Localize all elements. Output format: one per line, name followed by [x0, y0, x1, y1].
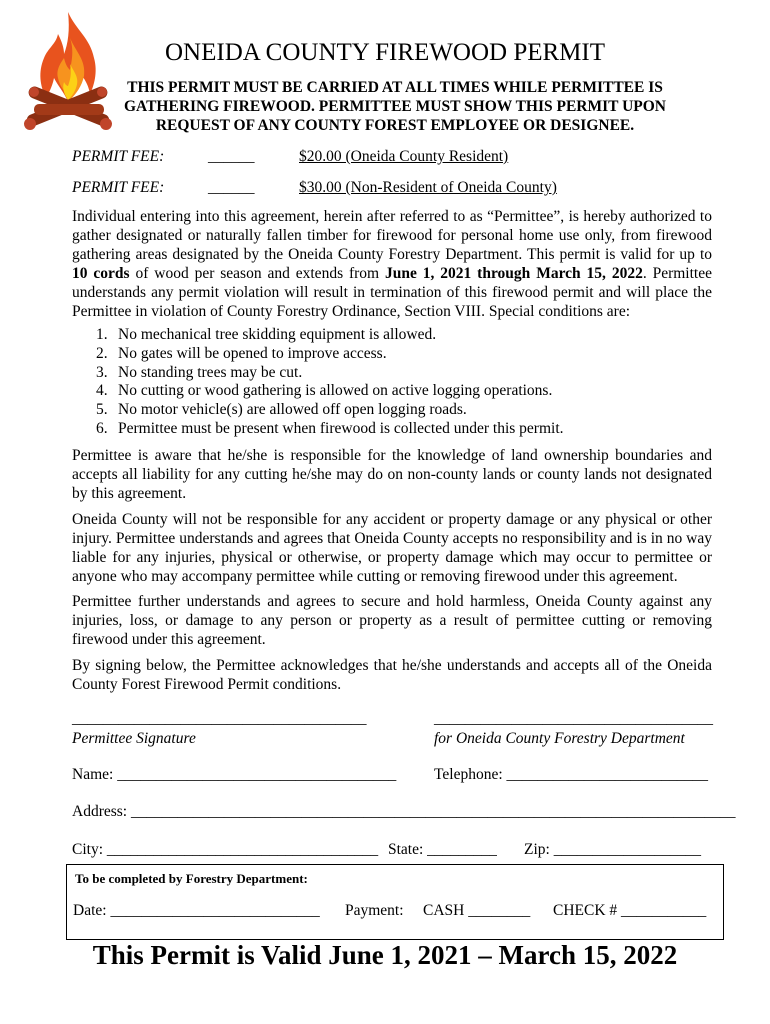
check-field[interactable]: CHECK # ___________ — [553, 902, 707, 919]
hold-harmless-paragraph: Permittee further understands and agrees to secure and hold harmless, Oneida County against any injuries, loss, or damage to any person or property as a result of permittee cutting or removing firewood under this agreement. — [72, 593, 712, 648]
condition-text: No cutting or wood gathering is allowed on active logging operations. — [118, 382, 553, 400]
intro-paragraph — [72, 207, 712, 321]
name-field[interactable]: Name: ____________________________________ — [72, 766, 397, 783]
warning-line-2: GATHERING FIREWOOD. PERMITTEE MUST SHOW THIS PERMIT UPON — [123, 98, 666, 115]
condition-item — [72, 364, 564, 383]
forestry-signature-line[interactable]: ____________________________________ — [434, 710, 713, 727]
condition-item — [72, 326, 564, 345]
condition-item — [72, 401, 564, 420]
cash-field[interactable]: CASH ________ — [423, 902, 531, 919]
telephone-field[interactable]: Telephone: __________________________ — [434, 766, 709, 783]
validity-statement: This Permit is Valid June 1, 2021 – March 15, 2022 — [92, 940, 678, 970]
special-conditions-list — [72, 326, 564, 439]
condition-text: No gates will be opened to improve access. — [118, 344, 387, 362]
condition-number: 6. — [96, 419, 108, 437]
condition-number: 5. — [96, 401, 108, 419]
condition-text: No standing trees may be cut. — [118, 363, 303, 381]
intro-text: Individual entering into this agreement, herein after referred to as “Permittee”, is hereby authorized to gather designated or naturally fallen timber for firewood for personal home use only, from firewood gathering areas designated by the Oneida County Forestry Department. This permit is valid for up to — [72, 208, 712, 263]
condition-number: 4. — [96, 382, 108, 400]
intro-text: of wood per season and extends from — [129, 265, 386, 282]
condition-text: No mechanical tree skidding equipment is allowed. — [118, 326, 437, 343]
permit-title: ONEIDA COUNTY FIREWOOD PERMIT — [164, 39, 606, 66]
condition-number: 1. — [96, 326, 108, 343]
date-field[interactable]: Date: ___________________________ — [73, 902, 320, 919]
responsibility-paragraph: Oneida County will not be responsible for any accident or property damage or any physical or other injury. Permittee understands and agrees that Oneida County accepts no responsibility and is in no way liable for any injuries, physical or otherwise, or property damage which may occur to permittee or anyone who may accompany permittee while cutting or removing firewood under this agreement. — [72, 511, 712, 585]
intro-text: . Permittee understands any permit violation will result in termination of this firewood permit and will place the Permittee in violation of County Forestry Ordinance, Section VIII. Special conditions are: — [72, 265, 712, 320]
condition-text: No motor vehicle(s) are allowed off open logging roads. — [118, 401, 467, 419]
address-field[interactable]: Address: ______________________________________________________________________________ — [72, 803, 736, 820]
warning-line-3: REQUEST OF ANY COUNTY FOREST EMPLOYEE OR DESIGNEE. — [155, 117, 635, 134]
liability-paragraph: Permittee is aware that he/she is responsible for the knowledge of land ownership boundaries and accepts all liability for any cutting he/she may do on non-county lands or county lands not designated by this agreement. — [72, 447, 712, 502]
condition-text: Permittee must be present when firewood is collected under this permit. — [118, 419, 564, 437]
state-field[interactable]: State: _________ — [388, 841, 497, 858]
city-field[interactable]: City: ___________________________________ — [72, 841, 379, 858]
fee-label: PERMIT FEE: — [72, 148, 165, 165]
cords-limit: 10 cords — [72, 265, 130, 282]
condition-item — [72, 345, 564, 364]
acknowledgement-paragraph: By signing below, the Permittee acknowledges that he/she understands and accepts all of the Oneida County Forest Firewood Permit conditions. — [72, 657, 712, 693]
payment-label: Payment: — [345, 902, 404, 919]
permittee-signature-caption: Permittee Signature — [72, 730, 196, 747]
fee-amount-resident: $20.00 (Oneida County Resident) — [299, 148, 509, 165]
fee-blank[interactable]: ______ — [208, 179, 255, 196]
condition-item — [72, 420, 564, 439]
permit-warning — [100, 78, 690, 135]
fee-amount-nonresident: $30.00 (Non-Resident of Oneida County) — [299, 179, 557, 196]
forestry-signature-caption: for Oneida County Forestry Department — [434, 730, 685, 747]
fee-blank[interactable]: ______ — [208, 148, 255, 165]
condition-number: 3. — [96, 363, 108, 381]
permittee-signature-line[interactable]: ______________________________________ — [72, 710, 367, 727]
condition-item — [72, 382, 564, 401]
zip-field[interactable]: Zip: ___________________ — [524, 841, 701, 858]
season-dates: June 1, 2021 through March 15, 2022 — [385, 265, 643, 282]
forestry-box-heading: To be completed by Forestry Department: — [75, 871, 308, 886]
forestry-department-box — [66, 864, 724, 940]
condition-number: 2. — [96, 344, 108, 362]
fee-label: PERMIT FEE: — [72, 179, 165, 196]
warning-line-1: THIS PERMIT MUST BE CARRIED AT ALL TIMES WHILE PERMITTEE IS — [127, 79, 663, 96]
